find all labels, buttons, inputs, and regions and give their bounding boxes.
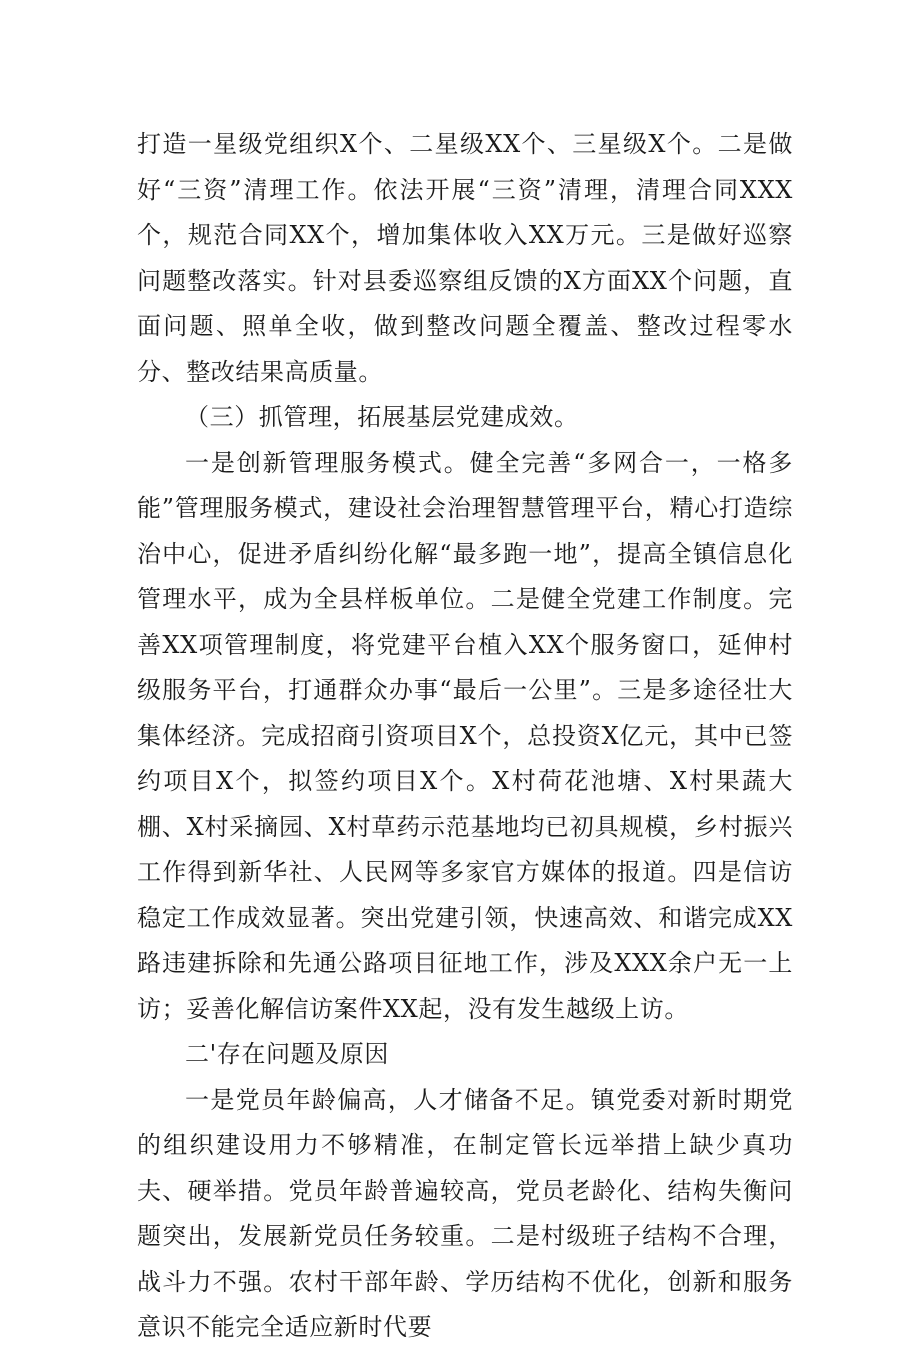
paragraph-continuation: 打造一星级党组织X个、二星级XX个、三星级X个。二是做好“三资”清理工作。依法开展“三资”清理，清理合同XXX个，规范合同XX个，增加集体收入XX万元。三是做好巡察问题整改落实。针对县委巡察组反馈的X方面XX个问题，直面问题、照单全收，做到整改问题全覆盖、整改过程零水分、整改结果高质量。	[137, 130, 793, 386]
paragraph-problems-details: 一是党员年龄偏高，人才储备不足。镇党委对新时期党的组织建设用力不够精准，在制定管长远举措上缺少真功夫、硬举措。党员年龄普遍较高，党员老龄化、结构失衡问题突出，发展新党员任务较重。二是村级班子结构不合理，战斗力不强。农村干部年龄、学历结构不优化，创新和服务意识不能完全适应新时代要	[137, 1085, 793, 1341]
document-body	[137, 122, 793, 1351]
section-heading-problems: 二'存在问题及原因	[185, 1040, 389, 1068]
paragraph-management-details: 一是创新管理服务模式。健全完善“多网合一，一格多能”管理服务模式，建设社会治理智慧管理平台，精心打造综治中心，促进矛盾纠纷化解“最多跑一地”，提高全镇信息化管理水平，成为全县样板单位。二是健全党建工作制度。完善XX项管理制度，将党建平台植入XX个服务窗口，延伸村级服务平台，打通群众办事“最后一公里”。三是多途径壮大集体经济。完成招商引资项目X个，总投资X亿元，其中已签约项目X个，拟签约项目X个。X村荷花池塘、X村果蔬大棚、X村采摘园、X村草药示范基地均已初具规模，乡村振兴工作得到新华社、人民网等多家官方媒体的报道。四是信访稳定工作成效显著。突出党建引领，快速高效、和谐完成XX路违建拆除和先通公路项目征地工作，涉及XXX余户无一上访；妥善化解信访案件XX起，没有发生越级上访。	[137, 448, 793, 1023]
section-heading-management: （三）抓管理，拓展基层党建成效。	[185, 403, 579, 431]
